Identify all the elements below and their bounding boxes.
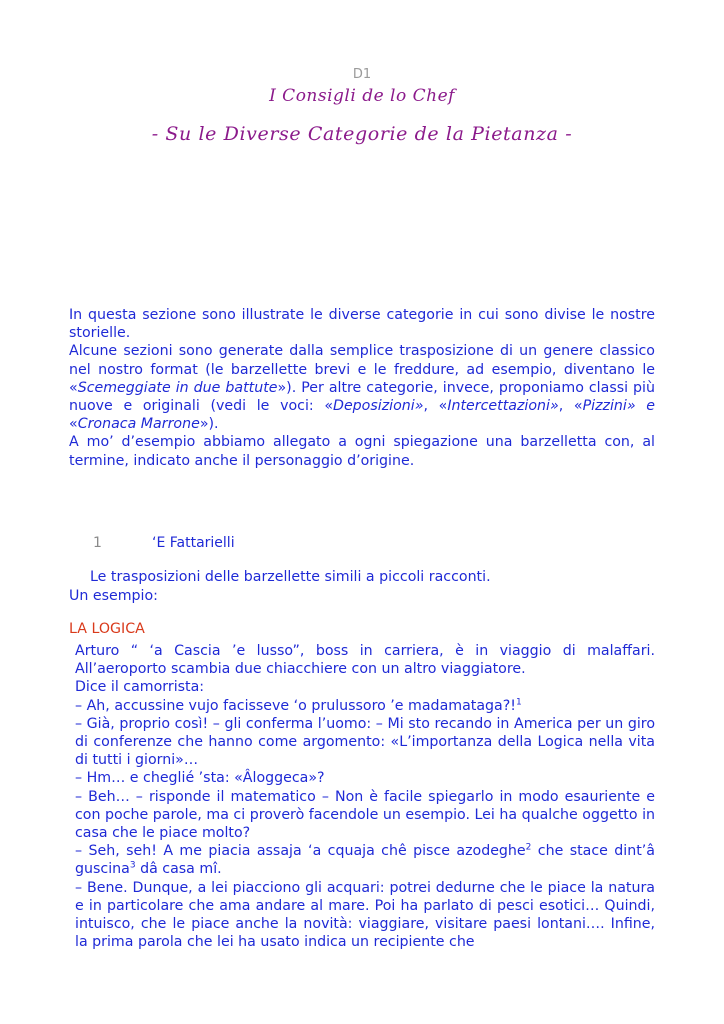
intro-italic-term: Intercettazioni» <box>447 398 559 415</box>
section-desc-line-2: Un esempio: <box>69 588 158 604</box>
joke-paragraph: – Bene. Dunque, a lei piacciono gli acquari: potrei dedurne che le piace la natura e in particolare che ama andare al mare. Poi ha parlato di pesci esotici… Quindi, intuisco, che le piace anche la novità: viaggiare, visitare paesi lontani…. Infine, la prima parola che lei ha usato indica un recipiente che <box>75 879 655 951</box>
section-heading <box>93 535 235 551</box>
intro-paragraph-3: A mo’ d’esempio abbiamo allegato a ogni spiegazione una barzelletta con, al termine, indicato anche il personaggio d’origine. <box>69 434 655 469</box>
joke-title: LA LOGICA <box>69 621 145 637</box>
intro-text-span: »). <box>199 416 219 433</box>
joke-paragraph: – Beh… – risponde il matematico – Non è facile spiegarlo in modo esauriente e con poche parole, ma ci proverò facendole un esempio. Lei ha qualche oggetto in casa che le piace molto? <box>75 788 655 842</box>
section-number: 1 <box>93 535 102 551</box>
intro-text <box>69 306 655 470</box>
intro-italic-term: Scemeggiate in due battute <box>77 379 278 396</box>
document-title: I Consigli de lo Chef <box>269 86 455 106</box>
section-title: ‘E Fattarielli <box>152 535 235 551</box>
footnote-marker: 1 <box>515 696 522 707</box>
joke-paragraph <box>75 697 655 715</box>
intro-paragraph-2 <box>69 342 655 433</box>
joke-body <box>75 642 655 951</box>
joke-text: – Ah, accussine vujo facisseve ‘o prulussoro ’e madamataga?! <box>75 697 516 714</box>
joke-text: che stace dint’â guscina <box>75 843 655 878</box>
intro-text-span: , « <box>558 398 583 415</box>
intro-italic-term: Pizzini» e <box>582 398 656 415</box>
section-description <box>69 568 669 606</box>
intro-text-span: « <box>69 416 78 433</box>
section-desc-line-1: Le trasposizioni delle barzellette simili a piccoli racconti. <box>90 569 491 585</box>
joke-paragraph: – Già, proprio così! – gli conferma l’uomo: – Mi sto recando in America per un giro di conferenze che hanno come argomento: «L’importanza della Logica nella vita di tutti i giorni»… <box>75 715 655 769</box>
joke-text: dâ casa mî. <box>135 861 222 878</box>
joke-paragraph: Arturo “ ‘a Cascia ’e lusso”, boss in carriera, è in viaggio di malaffari. All’aeroporto scambia due chiacchiere con un altro viaggiatore. <box>75 643 655 678</box>
joke-paragraph: – Hm… e cheglié ’sta: «Âloggeca»? <box>75 770 325 787</box>
joke-paragraph <box>75 842 655 878</box>
intro-text-span: Alcune sezioni sono generate dalla semplice trasposizione di un genere classico nel nostro format (le barzellette brevi e le freddure, ad esempio, diventano le « <box>69 343 655 396</box>
intro-italic-term: Deposizioni» <box>333 398 424 415</box>
page-code: D1 <box>352 67 372 82</box>
document-subtitle: - Su le Diverse Categorie de la Pietanza - <box>151 123 573 145</box>
footnote-marker: 2 <box>525 842 532 853</box>
intro-paragraph-1: In questa sezione sono illustrate le diverse categorie in cui sono divise le nostre storielle. <box>69 307 655 342</box>
intro-italic-term: Cronaca Marrone <box>77 416 200 433</box>
intro-text-span: »). Per altre categorie, invece, proponiamo classi più nuove e originali (vedi le voci: « <box>69 379 655 415</box>
intro-text-span: , « <box>423 398 448 415</box>
footnote-marker: 3 <box>129 860 136 871</box>
joke-text: – Seh, seh! A me piacia assaja ‘a cquaja chê pisce azodeghe <box>75 843 526 860</box>
joke-paragraph: Dice il camorrista: <box>75 679 205 696</box>
